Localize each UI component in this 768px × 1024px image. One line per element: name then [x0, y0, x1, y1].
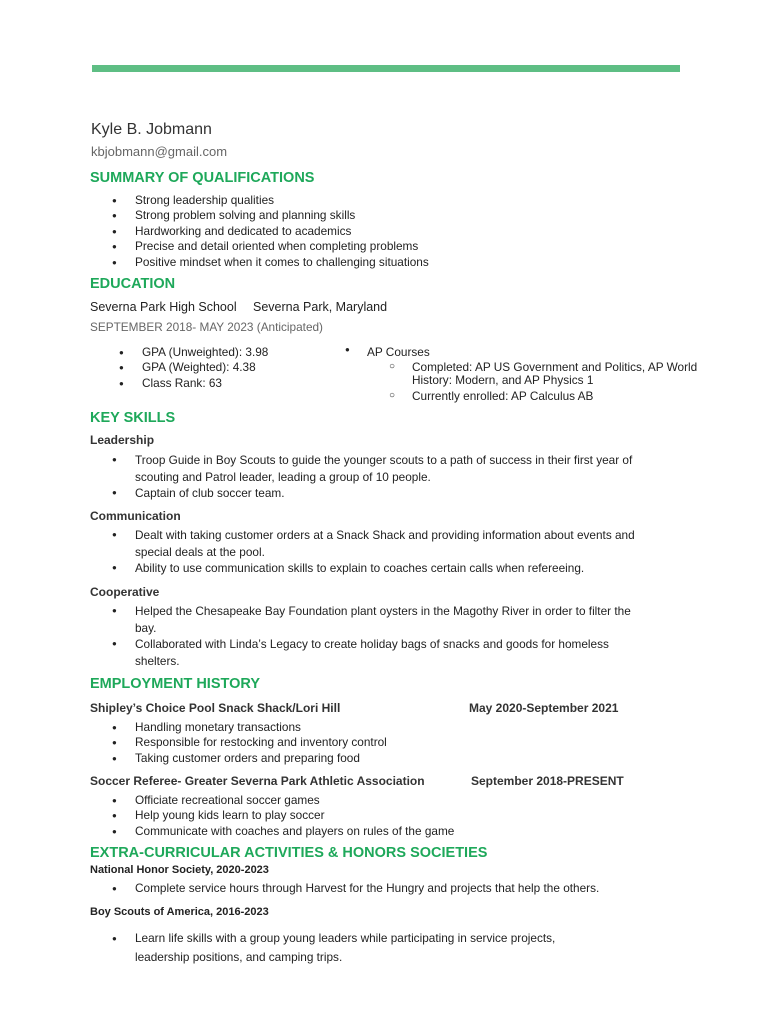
nhs-title: National Honor Society, 2020-2023	[90, 864, 269, 876]
list-item: ● Positive mindset when it comes to challenging situations	[90, 255, 429, 270]
bsa-list	[90, 929, 610, 967]
key-skills-heading: KEY SKILLS	[90, 410, 176, 426]
leadership-heading: Leadership	[90, 433, 155, 447]
cooperative-heading: Cooperative	[90, 585, 160, 599]
list-item: ● Class Rank: 63	[97, 376, 268, 391]
education-dates: SEPTEMBER 2018- MAY 2023 (Anticipated)	[90, 320, 323, 334]
communication-list	[90, 527, 650, 577]
list-item: ● Learn life skills with a group young leaders while participating in service projects, leadership positions, and camping trips.	[90, 929, 610, 967]
job1-title: Shipley’s Choice Pool Snack Shack/Lori Hill	[90, 701, 341, 715]
header-accent-bar	[92, 65, 680, 72]
cooperative-list	[90, 603, 650, 669]
job2-dates: September 2018-PRESENT	[471, 774, 624, 788]
list-item: ● GPA (Unweighted): 3.98	[97, 345, 268, 360]
ap-courses-label: AP Courses	[367, 345, 430, 359]
list-item: ● Help young kids learn to play soccer	[90, 808, 454, 823]
employment-heading: EMPLOYMENT HISTORY	[90, 676, 260, 692]
job1-dates: May 2020-September 2021	[469, 701, 619, 715]
list-item: ● Strong problem solving and planning skills	[90, 208, 429, 223]
list-item: ● Helped the Chesapeake Bay Foundation plant oysters in the Magothy River in order to filter the bay.	[90, 603, 650, 636]
school-location: Severna Park, Maryland	[253, 300, 388, 314]
list-item: ● Communicate with coaches and players on rules of the game	[90, 824, 454, 839]
summary-heading: SUMMARY OF QUALIFICATIONS	[90, 170, 315, 186]
bullet-icon: ●	[345, 345, 350, 354]
candidate-email[interactable]: kbjobmann@gmail.com	[91, 144, 228, 159]
leadership-list	[90, 452, 650, 502]
list-item: ● Officiate recreational soccer games	[90, 793, 454, 808]
list-item: ● Strong leadership qualities	[90, 193, 429, 208]
job2-duties	[90, 793, 454, 839]
bsa-title: Boy Scouts of America, 2016-2023	[90, 906, 269, 918]
communication-heading: Communication	[90, 509, 181, 523]
nhs-list	[90, 881, 599, 896]
list-item: ● GPA (Weighted): 4.38	[97, 360, 268, 375]
education-stats-list	[97, 345, 268, 391]
list-item: ● Precise and detail oriented when completing problems	[90, 239, 429, 254]
ap-enrolled: Currently enrolled: AP Calculus AB	[412, 389, 594, 403]
list-item: ● Ability to use communication skills to explain to coaches certain calls when refereeing.	[90, 560, 650, 577]
list-item: ● Handling monetary transactions	[90, 720, 387, 735]
circle-bullet-icon: ○	[389, 361, 396, 372]
activities-heading: EXTRA-CURRICULAR ACTIVITIES & HONORS SOCIETIES	[90, 845, 488, 861]
circle-bullet-icon: ○	[389, 390, 396, 401]
list-item: ● Troop Guide in Boy Scouts to guide the younger scouts to a path of success in their first year of scouting and Patrol leader, leading a group of 10 people.	[90, 452, 650, 485]
summary-list	[90, 193, 429, 270]
list-item: ● Collaborated with Linda’s Legacy to create holiday bags of snacks and goods for homeless shelters.	[90, 636, 650, 669]
list-item: ● Taking customer orders and preparing food	[90, 751, 387, 766]
list-item: ● Complete service hours through Harvest for the Hungry and projects that help the others.	[90, 881, 599, 896]
list-item: ● Responsible for restocking and inventory control	[90, 735, 387, 750]
list-item: ● Captain of club soccer team.	[90, 485, 650, 502]
list-item: ● Dealt with taking customer orders at a Snack Shack and providing information about events and special deals at the pool.	[90, 527, 650, 560]
ap-completed: Completed: AP US Government and Politics, AP World History: Modern, and AP Physics 1	[412, 360, 698, 387]
candidate-name: Kyle B. Jobmann	[91, 121, 212, 138]
education-heading: EDUCATION	[90, 276, 176, 292]
job1-duties	[90, 720, 387, 766]
list-item: ● Hardworking and dedicated to academics	[90, 224, 429, 239]
job2-title: Soccer Referee- Greater Severna Park Athletic Association	[90, 774, 425, 788]
school-name: Severna Park High School	[90, 300, 237, 314]
